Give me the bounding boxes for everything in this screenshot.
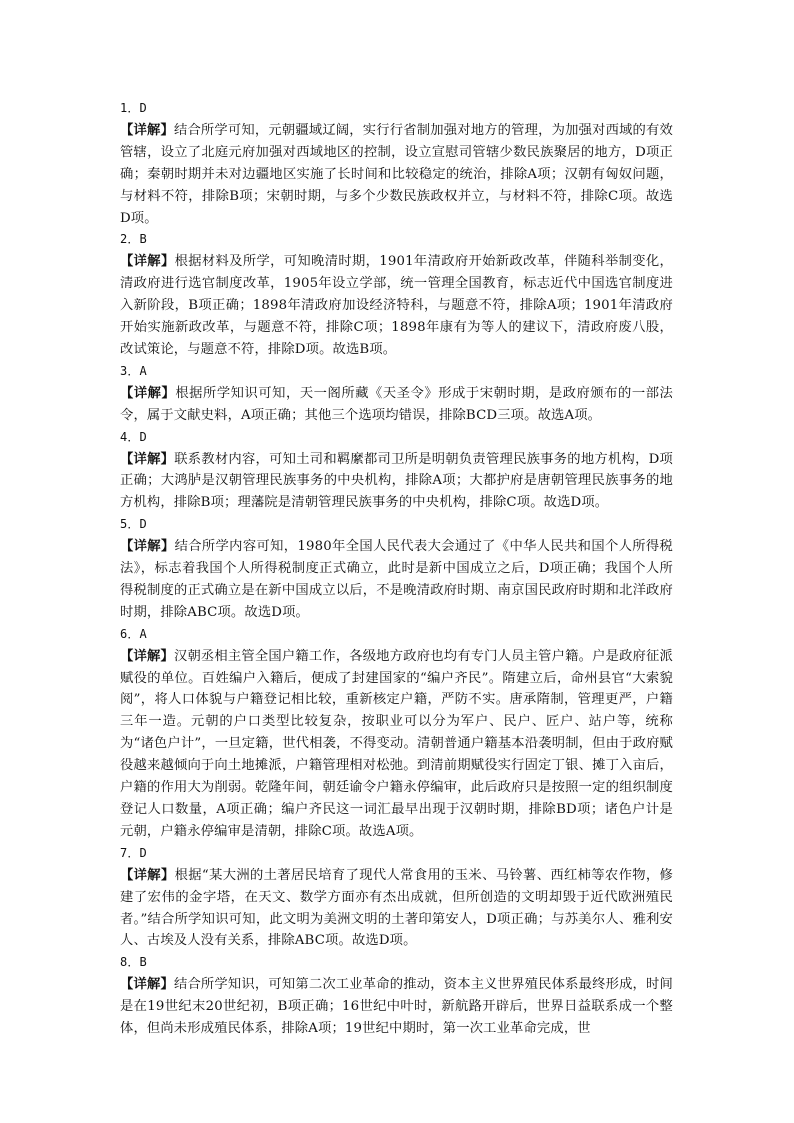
question-item-6 bbox=[120, 624, 673, 843]
explanation bbox=[120, 536, 673, 624]
question-item-2 bbox=[120, 229, 673, 360]
detail-label: 【详解】 bbox=[120, 385, 176, 401]
answer-key: 6．A bbox=[120, 626, 147, 641]
explanation-text: 结合所学知识，可知第二次工业革命的推动，资本主义世界殖民体系最终形成，时间是在19世纪末20世纪初，B项正确；16世纪中叶时，新航路开辟后，世界日益联系成一个整体，但尚未形成殖民体系，排除A项；19世纪中期时，第一次工业革命完成，世 bbox=[120, 977, 673, 1037]
answer-key: 2．B bbox=[120, 232, 147, 247]
answer-key: 7．D bbox=[120, 845, 147, 860]
explanation-text: 结合所学内容可知，1980年全国人民代表大会通过了《中华人民共和国个人所得税法》，标志着我国个人所得税制度正式确立，此时是新中国成立之后，D项正确；我国个人所得税制度的正式确立是在新中国成立以后，不是晚清政府时期、南京国民政府时期和北洋政府时期，排除ABC项。故选D项。 bbox=[120, 539, 673, 620]
answer-key: 1．D bbox=[120, 101, 147, 115]
explanation bbox=[120, 120, 673, 230]
explanation bbox=[120, 974, 673, 1040]
explanation bbox=[120, 646, 673, 843]
explanation-text: 汉朝丞相主管全国户籍工作，各级地方政府也均有专门人员主管户籍。户是政府征派赋役的单位。百姓编户入籍后，便成了封建国家的“编户齐民”。隋建立后，命州县官“大索貌阅”，将人口体貌与户籍登记相比较，重新核定户籍，严防不实。唐承隋制，管理更严，户籍三年一造。元朝的户口类型比较复杂，按职业可以分为军户、民户、匠户、站户等，统称为“诸色户计”，一旦定籍，世代相袭，不得变动。清朝普通户籍基本沿袭明制，但由于政府赋役越来越倾向于向土地摊派，户籍管理相对松弛。到清前期赋役实行固定丁银、摊丁入亩后，户籍的作用大为削弱。乾隆年间，朝廷谕令户籍永停编审，此后政府只是按照一定的组织制度登记人口数量，A项正确；编户齐民这一词汇最早出现于汉朝时期，排除BD项；诸色户计是元朝，户籍永停编审是清朝，排除C项。故选A项。 bbox=[120, 648, 673, 839]
question-item-8 bbox=[120, 952, 673, 1040]
answer-key: 4．D bbox=[120, 429, 147, 444]
detail-label: 【详解】 bbox=[120, 867, 175, 883]
question-item-7 bbox=[120, 843, 673, 953]
detail-label: 【详解】 bbox=[120, 451, 175, 467]
explanation-text: 根据“某大洲的土著居民培育了现代人常食用的玉米、马铃薯、西红柿等农作物，修建了宏伟的金字塔，在天文、数学方面亦有杰出成就，但所创造的文明却毁于近代欧洲殖民者。”结合所学知识可知，此文明为美洲文明的土著印第安人，D项正确；与苏美尔人、雅利安人、古埃及人没有关系，排除ABC项。故选D项。 bbox=[120, 867, 673, 949]
explanation bbox=[120, 251, 673, 361]
detail-label: 【详解】 bbox=[120, 648, 174, 664]
answer-key: 5．D bbox=[120, 517, 147, 532]
explanation-text: 联系教材内容，可知土司和羁縻都司卫所是明朝负责管理民族事务的地方机构，D项正确；大鸿胪是汉朝管理民族事务的中央机构，排除A项；大都护府是唐朝管理民族事务的地方机构，排除B项；理藩院是清朝管理民族事务的中央机构，排除C项。故选D项。 bbox=[120, 451, 673, 511]
detail-label: 【详解】 bbox=[120, 977, 174, 993]
question-item-5 bbox=[120, 514, 673, 624]
question-item-1 bbox=[120, 98, 673, 229]
answer-key: 8．B bbox=[120, 955, 147, 970]
detail-label: 【详解】 bbox=[120, 254, 175, 270]
answer-key: 3．A bbox=[120, 363, 147, 378]
explanation-text: 结合所学可知，元朝疆域辽阔，实行行省制加强对地方的管理，为加强对西域的有效管辖，设立了北庭元府加强对西域地区的控制，设立宣慰司管辖少数民族聚居的地方，D项正确；秦朝时期并未对边疆地区实施了长时间和比较稳定的统治，排除A项；汉朝有匈奴问题，与材料不符，排除B项；宋朝时期，与多个少数民族政权并立，与材料不符，排除C项。故选D项。 bbox=[120, 122, 673, 226]
question-item-3 bbox=[120, 361, 673, 427]
explanation-text: 根据所学知识可知，天一阁所藏《天圣令》形成于宋朝时期，是政府颁布的一部法令，属于文献史料，A项正确；其他三个选项均错误，排除BCD三项。故选A项。 bbox=[120, 385, 673, 423]
detail-label: 【详解】 bbox=[120, 122, 174, 138]
question-item-4 bbox=[120, 427, 673, 515]
explanation bbox=[120, 865, 673, 953]
explanation bbox=[120, 449, 673, 515]
answer-explanations bbox=[120, 98, 673, 1040]
explanation-text: 根据材料及所学，可知晚清时期，1901年清政府开始新政改革，伴随科举制变化，清政府进行选官制度改革，1905年设立学部，统一管理全国教育，标志近代中国选官制度进入新阶段，B项正确；1898年清政府加设经济特科，与题意不符，排除A项；1901年清政府开始实施新政改革，与题意不符，排除C项；1898年康有为等人的建议下，清政府废八股，改试策论，与题意不符，排除D项。故选B项。 bbox=[120, 254, 673, 357]
explanation bbox=[120, 383, 673, 427]
detail-label: 【详解】 bbox=[120, 539, 175, 555]
